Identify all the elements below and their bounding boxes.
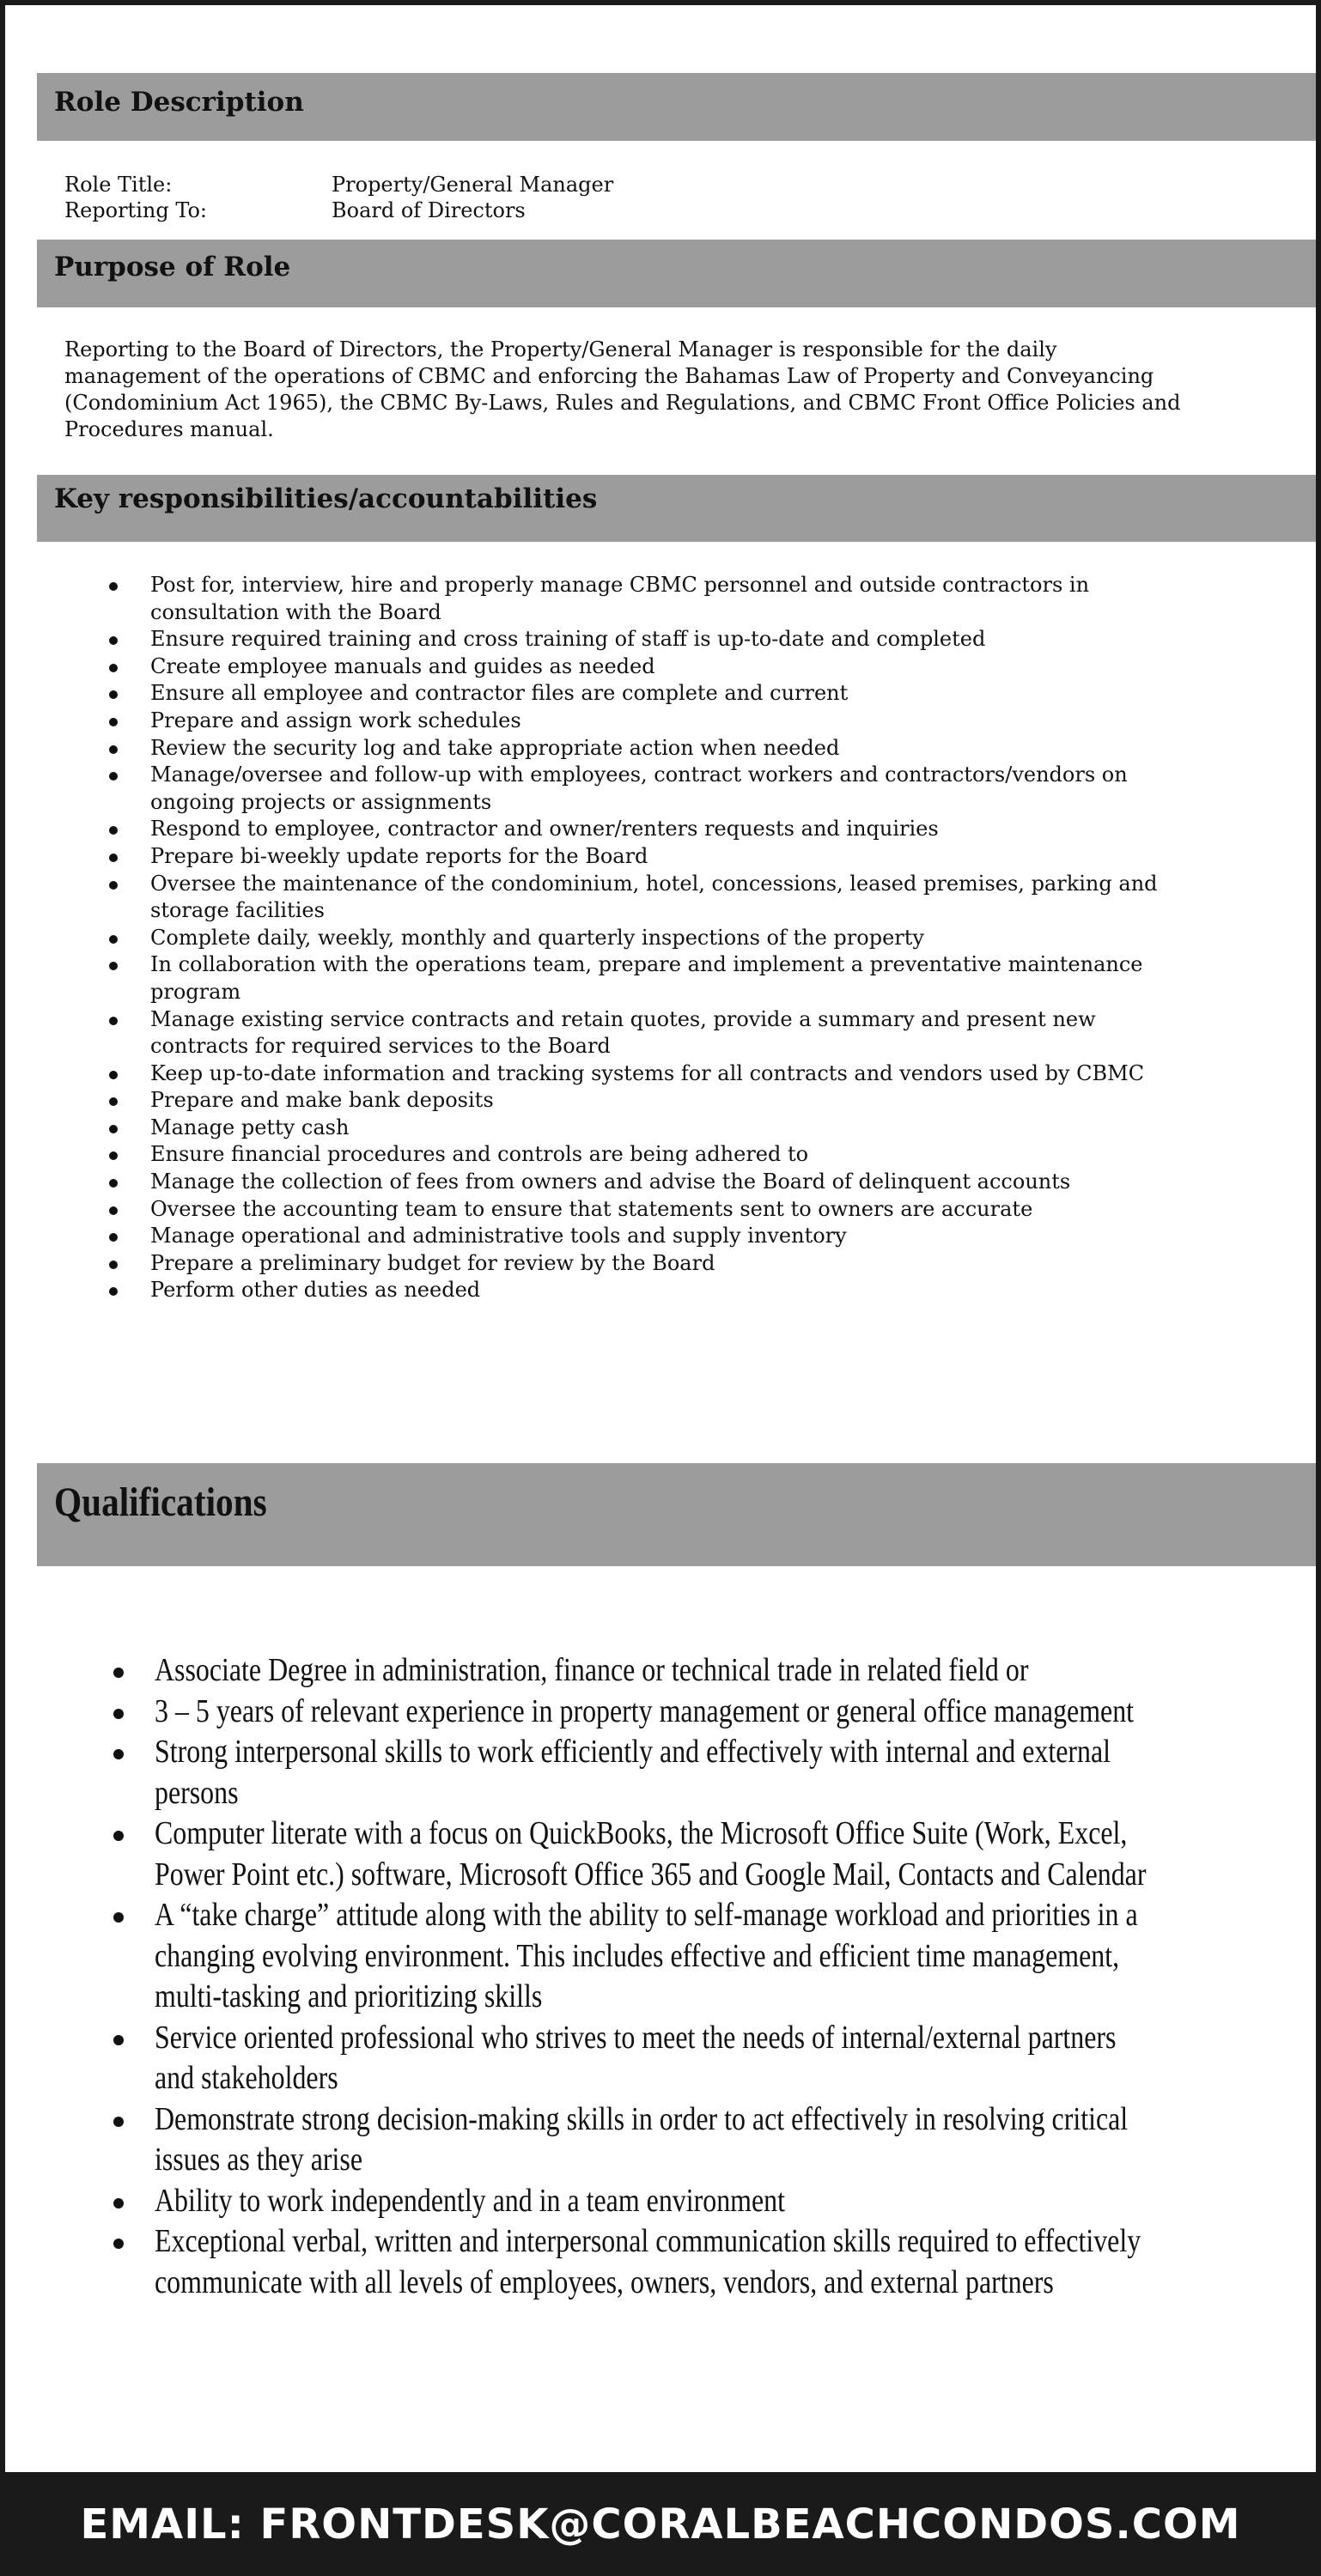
role-description-header <box>37 73 1316 141</box>
role-title-value: Property/General Manager <box>332 173 614 197</box>
list-item: Review the security log and take appropriate action when needed <box>64 735 1181 762</box>
list-item: Create employee manuals and guides as needed <box>64 653 1181 681</box>
contact-email[interactable]: EMAIL: FRONTDESK@CORALBEACHCONDOS.COM <box>80 2500 1241 2549</box>
reporting-to-row <box>64 197 613 223</box>
list-item: Manage petty cash <box>64 1115 1181 1142</box>
list-item: Manage/oversee and follow-up with employees, contract workers and contractors/vendors on ongoing projects or assignments <box>64 762 1181 816</box>
list-item <box>64 2018 1181 2099</box>
qualifications-list <box>64 1650 1181 2303</box>
list-item <box>64 1692 1181 1733</box>
list-item: Manage operational and administrative tools and supply inventory <box>64 1223 1181 1250</box>
list-item-text: Strong interpersonal skills to work efficiently and effectively with internal and external persons <box>155 1734 1111 1811</box>
list-item <box>64 2099 1181 2181</box>
responsibilities-list <box>64 572 1181 1304</box>
list-item: Post for, interview, hire and properly manage CBMC personnel and outside contractors in consultation with the Board <box>64 572 1181 626</box>
list-item: In collaboration with the operations team, prepare and implement a preventative maintenance program <box>64 951 1181 1005</box>
role-description-title: Role Description <box>54 87 304 118</box>
role-title-row <box>64 172 613 197</box>
list-item-text: Demonstrate strong decision-making skills in order to act effectively in resolving critical issues as they arise <box>155 2100 1129 2178</box>
list-item: Complete daily, weekly, monthly and quarterly inspections of the property <box>64 925 1181 952</box>
list-item <box>64 2181 1181 2222</box>
list-item: Ensure required training and cross training of staff is up-to-date and completed <box>64 626 1181 653</box>
list-item-text: Computer literate with a focus on QuickBooks, the Microsoft Office Suite (Work, Excel, Power Point etc.) software, Microsoft Office 365 and Google Mail, Contacts and Calendar <box>155 1815 1147 1893</box>
list-item <box>64 1895 1181 2018</box>
list-item <box>64 2221 1181 2303</box>
list-item: Keep up-to-date information and tracking systems for all contracts and vendors used by CBMC <box>64 1060 1181 1088</box>
footer-banner <box>5 2472 1316 2576</box>
list-item: Oversee the accounting team to ensure that statements sent to owners are accurate <box>64 1196 1181 1224</box>
list-item <box>64 1650 1181 1692</box>
list-item: Ensure all employee and contractor files are complete and current <box>64 680 1181 708</box>
list-item: Oversee the maintenance of the condominium, hotel, concessions, leased premises, parking and storage facilities <box>64 871 1181 925</box>
list-item-text: Associate Degree in administration, finance or technical trade in related field or <box>155 1652 1029 1688</box>
responsibilities-title: Key responsibilities/accountabilities <box>54 483 598 514</box>
purpose-header <box>37 240 1316 307</box>
qualifications-title: Qualifications <box>54 1479 267 1525</box>
list-item: Prepare and make bank deposits <box>64 1087 1181 1115</box>
list-item: Manage existing service contracts and retain quotes, provide a summary and present new contracts for required services to the Board <box>64 1006 1181 1060</box>
list-item: Prepare a preliminary budget for review by the Board <box>64 1250 1181 1278</box>
list-item: Respond to employee, contractor and owner/renters requests and inquiries <box>64 816 1181 843</box>
list-item <box>64 1814 1181 1895</box>
responsibilities-header <box>37 475 1316 542</box>
list-item-text: A “take charge” attitude along with the ability to self-manage workload and priorities in a changing evolving environment. This includes effective and efficient time management, multi-tasking and prioritizing skills <box>155 1897 1138 2014</box>
reporting-to-value: Board of Directors <box>332 198 526 222</box>
list-item: Ensure financial procedures and controls are being adhered to <box>64 1141 1181 1169</box>
role-info <box>64 172 613 223</box>
role-title-label: Role Title: <box>64 173 173 197</box>
reporting-to-label: Reporting To: <box>64 198 208 222</box>
purpose-title: Purpose of Role <box>54 252 291 283</box>
list-item <box>64 1732 1181 1814</box>
list-item: Manage the collection of fees from owners and advise the Board of delinquent accounts <box>64 1169 1181 1196</box>
list-item: Prepare bi-weekly update reports for the Board <box>64 843 1181 871</box>
purpose-text: Reporting to the Board of Directors, the Property/General Manager is responsible for the daily management of the operations of CBMC and enforcing the Bahamas Law of Property and Conveyancing (Condominium Act 1965), the CBMC By-Laws, Rules and Regulations, and CBMC Front Office Policies and Procedures manual. <box>64 337 1181 441</box>
qualifications-header <box>37 1463 1316 1566</box>
list-item: Prepare and assign work schedules <box>64 708 1181 735</box>
list-item-text: Ability to work independently and in a team environment <box>155 2182 785 2219</box>
list-item-text: 3 – 5 years of relevant experience in property management or general office management <box>155 1692 1135 1729</box>
list-item-text: Service oriented professional who strives to meet the needs of internal/external partners and stakeholders <box>155 2019 1117 2096</box>
list-item: Perform other duties as needed <box>64 1277 1181 1304</box>
list-item-text: Exceptional verbal, written and interpersonal communication skills required to effectively communicate with all levels of employees, owners, vendors, and external partners <box>155 2223 1141 2300</box>
